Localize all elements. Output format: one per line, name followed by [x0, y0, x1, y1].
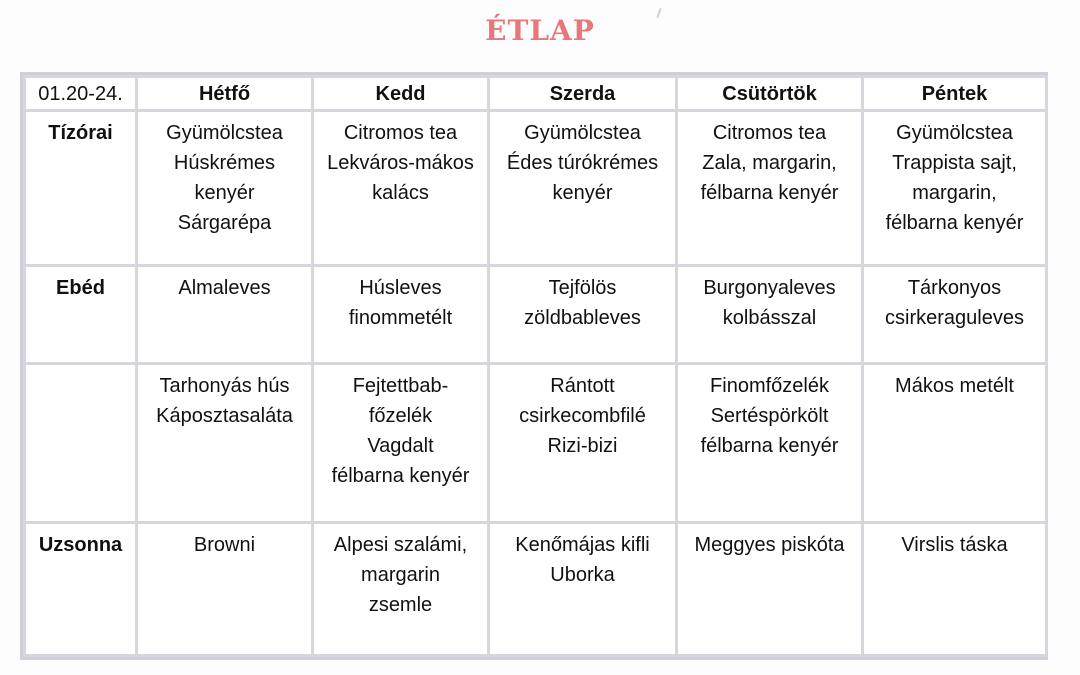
day-header-wednesday: Szerda	[489, 77, 677, 111]
table-row-ebed-soup	[25, 265, 1047, 363]
menu-table	[23, 75, 1048, 657]
menu-cell: Fejtettbab- főzelék Vagdalt félbarna kenyér	[313, 363, 489, 522]
menu-cell: Meggyes piskóta	[677, 523, 863, 656]
table-row-uzsonna	[25, 523, 1047, 656]
row-label-empty	[25, 363, 137, 522]
day-header-thursday: Csütörtök	[677, 77, 863, 111]
day-header-tuesday: Kedd	[313, 77, 489, 111]
menu-cell: Citromos tea Lekváros-mákos kalács	[313, 110, 489, 265]
menu-table-frame	[20, 72, 1048, 660]
row-label-ebed: Ebéd	[25, 265, 137, 363]
menu-cell: Tejfölös zöldbableves	[489, 265, 677, 363]
day-header-monday: Hétfő	[137, 77, 313, 111]
row-label-tizorai: Tízórai	[25, 110, 137, 265]
date-range: 01.20-24.	[25, 77, 137, 111]
menu-cell: Alpesi szalámi, margarin zsemle	[313, 523, 489, 656]
menu-cell: Almaleves	[137, 265, 313, 363]
table-row-tizorai	[25, 110, 1047, 265]
day-header-friday: Péntek	[863, 77, 1047, 111]
menu-cell: Burgonyaleves kolbásszal	[677, 265, 863, 363]
menu-cell: Tárkonyos csirkeraguleves	[863, 265, 1047, 363]
page-title: ÉTLAP	[485, 14, 595, 47]
table-row-ebed-main	[25, 363, 1047, 522]
menu-cell: Virslis táska	[863, 523, 1047, 656]
menu-cell: Kenőmájas kifli Uborka	[489, 523, 677, 656]
menu-cell: Browni	[137, 523, 313, 656]
header-row	[25, 77, 1047, 111]
menu-cell: Citromos tea Zala, margarin, félbarna kenyér	[677, 110, 863, 265]
menu-cell: Gyümölcstea Édes túrókrémes kenyér	[489, 110, 677, 265]
row-label-uzsonna: Uzsonna	[25, 523, 137, 656]
menu-cell: Gyümölcstea Trappista sajt, margarin, félbarna kenyér	[863, 110, 1047, 265]
menu-cell: Mákos metélt	[863, 363, 1047, 522]
menu-cell: Gyümölcstea Húskrémes kenyér Sárgarépa	[137, 110, 313, 265]
menu-cell: Rántott csirkecombfilé Rizi-bizi	[489, 363, 677, 522]
menu-cell: Finomfőzelék Sertéspörkölt félbarna kenyér	[677, 363, 863, 522]
menu-cell: Tarhonyás hús Káposztasaláta	[137, 363, 313, 522]
menu-cell: Húsleves finommetélt	[313, 265, 489, 363]
